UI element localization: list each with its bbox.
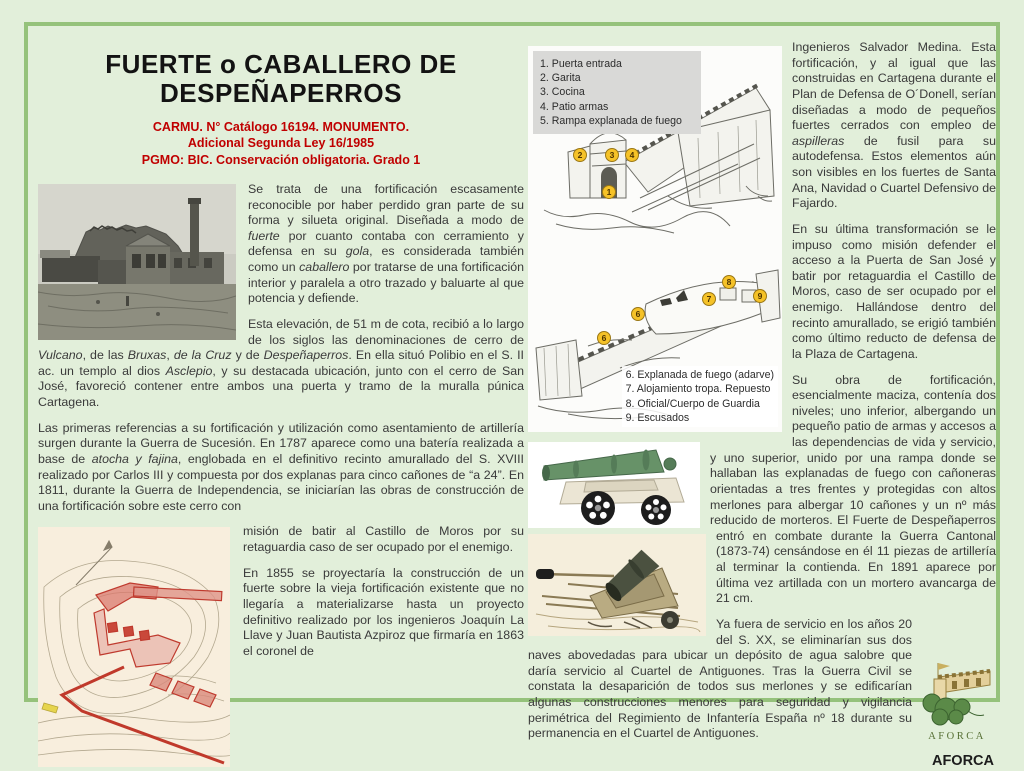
number-marker <box>703 293 716 306</box>
svg-text:3: 3 <box>609 150 615 160</box>
legend-item: 7. Alojamiento tropa. Repuesto <box>625 383 771 396</box>
aforca-logo-text: AFORCA <box>928 730 986 742</box>
legend-item: 8. Oficial/Cuerpo de Guardia <box>625 397 760 410</box>
mortar-illustration <box>528 534 706 636</box>
svg-text:4: 4 <box>629 150 635 160</box>
aforca-logo <box>918 651 996 745</box>
project-1855-paragraph: En 1855 se proyectaría la construcción de un fuerte sobre la vieja fortificación existente que no llegaría a materializarse hasta un proyecto definitivo realizado por los ingenieros Joaquín La Llave y Juan Bautista Azpiroz que firmaría en 1863 el coronel de <box>243 565 524 658</box>
right-column <box>528 40 996 770</box>
svg-text:6: 6 <box>601 333 607 343</box>
svg-text:8: 8 <box>726 277 732 287</box>
mortar-image <box>528 534 706 636</box>
elevation-paragraph: Esta elevación, de 51 m de cota, recibió a lo largo de los siglos las denominaciones de cerro de Vulcano, de las Bruxas, de la Cruz y de Despeñaperros. En ella situó Polibio en el S. II ac. un templo al dios Asclepio, y su destacada ubicación, junto con el cerro de San José, favoreció contener entre ambos una puerta y tramo de la muralla púnica Cartagena. <box>38 316 525 410</box>
legend-item: 9. Escusados <box>625 411 690 424</box>
left-body-text <box>38 182 524 660</box>
last-transformation-paragraph: En su última transformación se le impuso como misión defender el acceso a la Puerta de San José y batir por retaguardia el Castillo de Moros, caso de ser ocupado por el enemigo. Hallándose dentro del recinto amurallado, se erigió también como último reducto de defensa de la Plaza de Cartagena. <box>792 221 996 361</box>
number-marker <box>598 332 611 345</box>
svg-text:9: 9 <box>757 291 763 301</box>
number-marker <box>626 149 639 162</box>
number-marker <box>723 276 736 289</box>
number-marker <box>603 186 616 199</box>
number-marker <box>754 290 767 303</box>
number-marker <box>632 308 645 321</box>
legend-item: 3. Cocina <box>540 86 585 99</box>
fortification-work-paragraph: Su obra de fortificación, esencialmente maciza, contenía dos niveles; uno inferior, albergando un pequeño patio de armas y accesos a las dependencias de vida y servicio, y uno superior, unido por una rampa donde se hallaban las explanadas de fuego con cañoneras orientadas a tres frentes y protegidas con altos merlones para albergar 10 cañones y un nº más reducido de morteros. El Fuerte de Despeñaperros entró en combate durante la Guerra Cantonal (1873-74) censándose en él 11 piezas de artillería al terminar la contienda. En 1891 aparece por última vez artillada con un mortero avancarga de 21 cm. <box>710 372 996 606</box>
legend-item: 5. Rampa explanada de fuego <box>540 114 682 127</box>
historic-photo <box>38 184 236 340</box>
svg-text:7: 7 <box>706 294 712 304</box>
catalog-line: Adicional Segunda Ley 16/1985 <box>187 136 375 151</box>
plan-map-image <box>38 527 230 767</box>
catalog-block <box>38 119 524 168</box>
historic-photo-image <box>38 184 236 340</box>
catalog-line: PGMO: BIC. Conservación obligatoria. Grado 1 <box>141 152 421 167</box>
page-title: FUERTE o CABALLERO DE DESPEÑAPERROS <box>105 49 457 109</box>
legend-item: 2. Garita <box>540 72 581 85</box>
first-references-paragraph: Las primeras referencias a su fortificación y utilización como asentamiento de artillería surgen durante la Guerra de Sucesión. En 1787 aparece como una batería realizada a base de atocha y fajina, englobada en el definitivo recinto amurallado del S. XVIII realizado por Carlos III y compuesta por dos explanas para cinco cañones de “a 24”. En 1811, durante la Guerra de Independencia, se iniciarían las obras de construcción de una fortificación sobre este cerro con <box>38 420 524 513</box>
mission-paragraph: misión de batir al Castillo de Moros por su retaguardia caso de ser ocupado por el enemigo. <box>243 524 524 555</box>
svg-text:2: 2 <box>577 150 583 160</box>
legend-item: 4. Patio armas <box>540 100 609 113</box>
left-column <box>38 38 524 771</box>
fort-diagram-panel <box>528 46 782 432</box>
catalog-line: CARMU. N° Catálogo 16194. MONUMENTO. <box>152 120 410 135</box>
svg-text:1: 1 <box>606 187 612 197</box>
diagram-legend-bottom <box>622 366 778 427</box>
number-marker <box>606 149 619 162</box>
legend-item: 6. Explanada de fuego (adarve) <box>625 369 774 382</box>
engineers-paragraph: Ingenieros Salvador Medina. Esta fortificación, y al igual que las construidas en Cartagena durante el Plan de Defensa de O´Donell, serían diseñadas a modo de pequeños fuertes cerrados con empleo de aspilleras de fusil para su autodefensa. Estos elementos aún son visibles en los fuertes de Santa Ana, Navidad o Cuartel Defensivo de Fajardo. <box>792 40 996 211</box>
svg-text:6: 6 <box>635 309 641 319</box>
aforca-signature: AFORCA <box>931 752 994 769</box>
diagram-legend-top <box>533 51 701 134</box>
bronze-cannon-illustration <box>528 442 700 528</box>
aforca-logo-image <box>918 651 996 745</box>
legend-item: 1. Puerta entrada <box>540 58 622 70</box>
fortification-plan-map <box>38 527 230 767</box>
number-marker <box>574 149 587 162</box>
out-of-service-paragraph: Ya fuera de servicio en los años 20 del S. XX, se eliminarían sus dos naves abovedadas para ubicar un depósito de agua salobre que daría servicio al Cuartel de Antiguones. Tras la Guerra Civil se constata la desaparición de todos sus merlones y se edificarían algunas construcciones menores para seguridad y vigilancia perimétrica del Regimiento de Infantería España nº 18 durante su permanencia en el Cuartel de Antiguones. <box>528 616 912 741</box>
bronze-cannon-image <box>528 442 700 528</box>
intro-paragraph: Se trata de una fortificación escasamente reconocible por haber perdido gran parte de su forma y silueta original. Diseñada a modo de fuerte por cuanto contaba con cerramiento y defensa en su gola, es considerada también como un caballero por tratarse de una fortificación interior y paralela a otro trazado y baluarte al que potencia y defiende. <box>248 181 525 306</box>
